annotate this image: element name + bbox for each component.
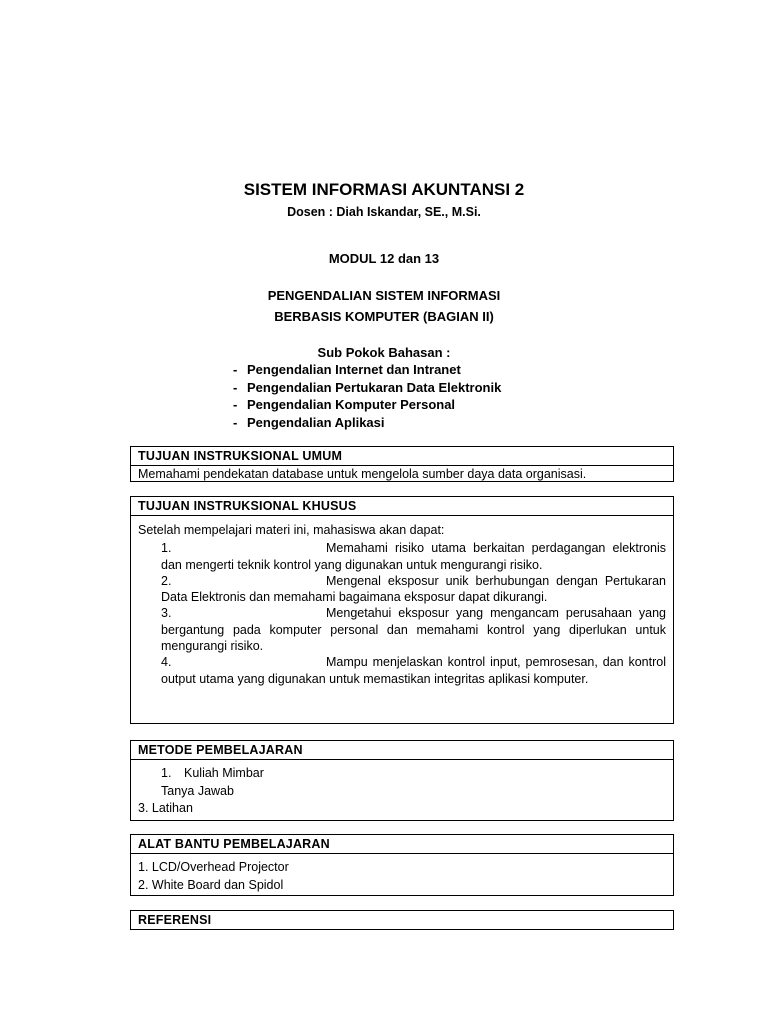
general-objective-text: Memahami pendekatan database untuk mengelola sumber daya data organisasi. <box>138 467 587 481</box>
subtopic-label: Pengendalian Internet dan Intranet <box>247 362 461 377</box>
subtopics-heading: Sub Pokok Bahasan : <box>317 345 451 360</box>
learning-aids-heading: ALAT BANTU PEMBELAJARAN <box>131 835 673 854</box>
objective-text: Mampu menjelaskan kontrol input, pemrosesan, dan kontrol output utama yang digunakan untuk memastikan integritas aplikasi komputer. <box>161 655 666 686</box>
specific-objectives-box <box>130 496 674 724</box>
specific-objectives-heading: TUJUAN INSTRUKSIONAL KHUSUS <box>131 497 673 516</box>
aid-item: 1. LCD/Overhead Projector <box>138 860 289 874</box>
subtopic-item: - Pengendalian Pertukaran Data Elektronik <box>233 379 502 395</box>
subtopic-label: Pengendalian Aplikasi <box>247 414 385 430</box>
objective-text: Mengenal eksposur unik berhubungan dengan Pertukaran Data Elektronis dan memahami bagaimana eksposur dapat dikurangi. <box>161 573 666 605</box>
aid-item: 2. White Board dan Spidol <box>138 877 284 892</box>
subtopic-label: Pengendalian Pertukaran Data Elektronik <box>247 379 502 395</box>
subtopic-item: - Pengendalian Komputer Personal <box>233 397 456 412</box>
learning-methods-heading: METODE PEMBELAJARAN <box>131 741 673 760</box>
learning-aids-box <box>130 834 674 896</box>
general-objective-box <box>130 446 674 482</box>
method-text: Kuliah Mimbar <box>184 766 264 780</box>
objective-item <box>161 573 666 606</box>
subtopic-label: Pengendalian Komputer Personal <box>247 397 456 412</box>
method-item: 3. Latihan <box>138 801 193 815</box>
subtopic-item: - Pengendalian Aplikasi <box>233 414 385 430</box>
objective-item <box>161 540 666 573</box>
method-item <box>138 765 666 783</box>
objective-text: Mengetahui eksposur yang mengancam perusahaan yang bergantung pada komputer personal dan memahami kontrol yang diperlukan untuk mengurangi risiko. <box>161 606 666 654</box>
objective-item <box>161 605 666 654</box>
general-objective-heading: TUJUAN INSTRUKSIONAL UMUM <box>131 447 673 466</box>
method-item: Tanya Jawab <box>161 783 234 798</box>
references-heading: REFERENSI <box>138 913 212 927</box>
method-number: 1. <box>161 766 172 780</box>
objective-text: Memahami risiko utama berkaitan perdagangan elektronis dan mengerti teknik kontrol yang digunakan untuk mengurangi risiko. <box>161 541 666 572</box>
objective-number: 3. <box>161 606 172 621</box>
document-title: SISTEM INFORMASI AKUNTANSI 2 <box>243 180 525 199</box>
references-box <box>130 910 674 930</box>
learning-methods-box <box>130 740 674 821</box>
lecturer-name: Dosen : Diah Iskandar, SE., M.Si. <box>287 205 481 219</box>
specific-objectives-intro: Setelah mempelajari materi ini, mahasiswa akan dapat: <box>138 523 445 537</box>
objective-number: 1. <box>161 541 172 556</box>
module-title-line1: PENGENDALIAN SISTEM INFORMASI <box>267 288 501 303</box>
subtopic-item: - Pengendalian Internet dan Intranet <box>233 362 461 377</box>
module-number: MODUL 12 dan 13 <box>328 251 440 266</box>
subtopics-list <box>233 361 501 431</box>
specific-objectives-list <box>138 540 666 687</box>
objective-number: 2. <box>161 573 172 588</box>
objective-item <box>161 654 666 687</box>
objective-number: 4. <box>161 655 172 670</box>
module-title-line2: BERBASIS KOMPUTER (BAGIAN II) <box>274 309 494 324</box>
